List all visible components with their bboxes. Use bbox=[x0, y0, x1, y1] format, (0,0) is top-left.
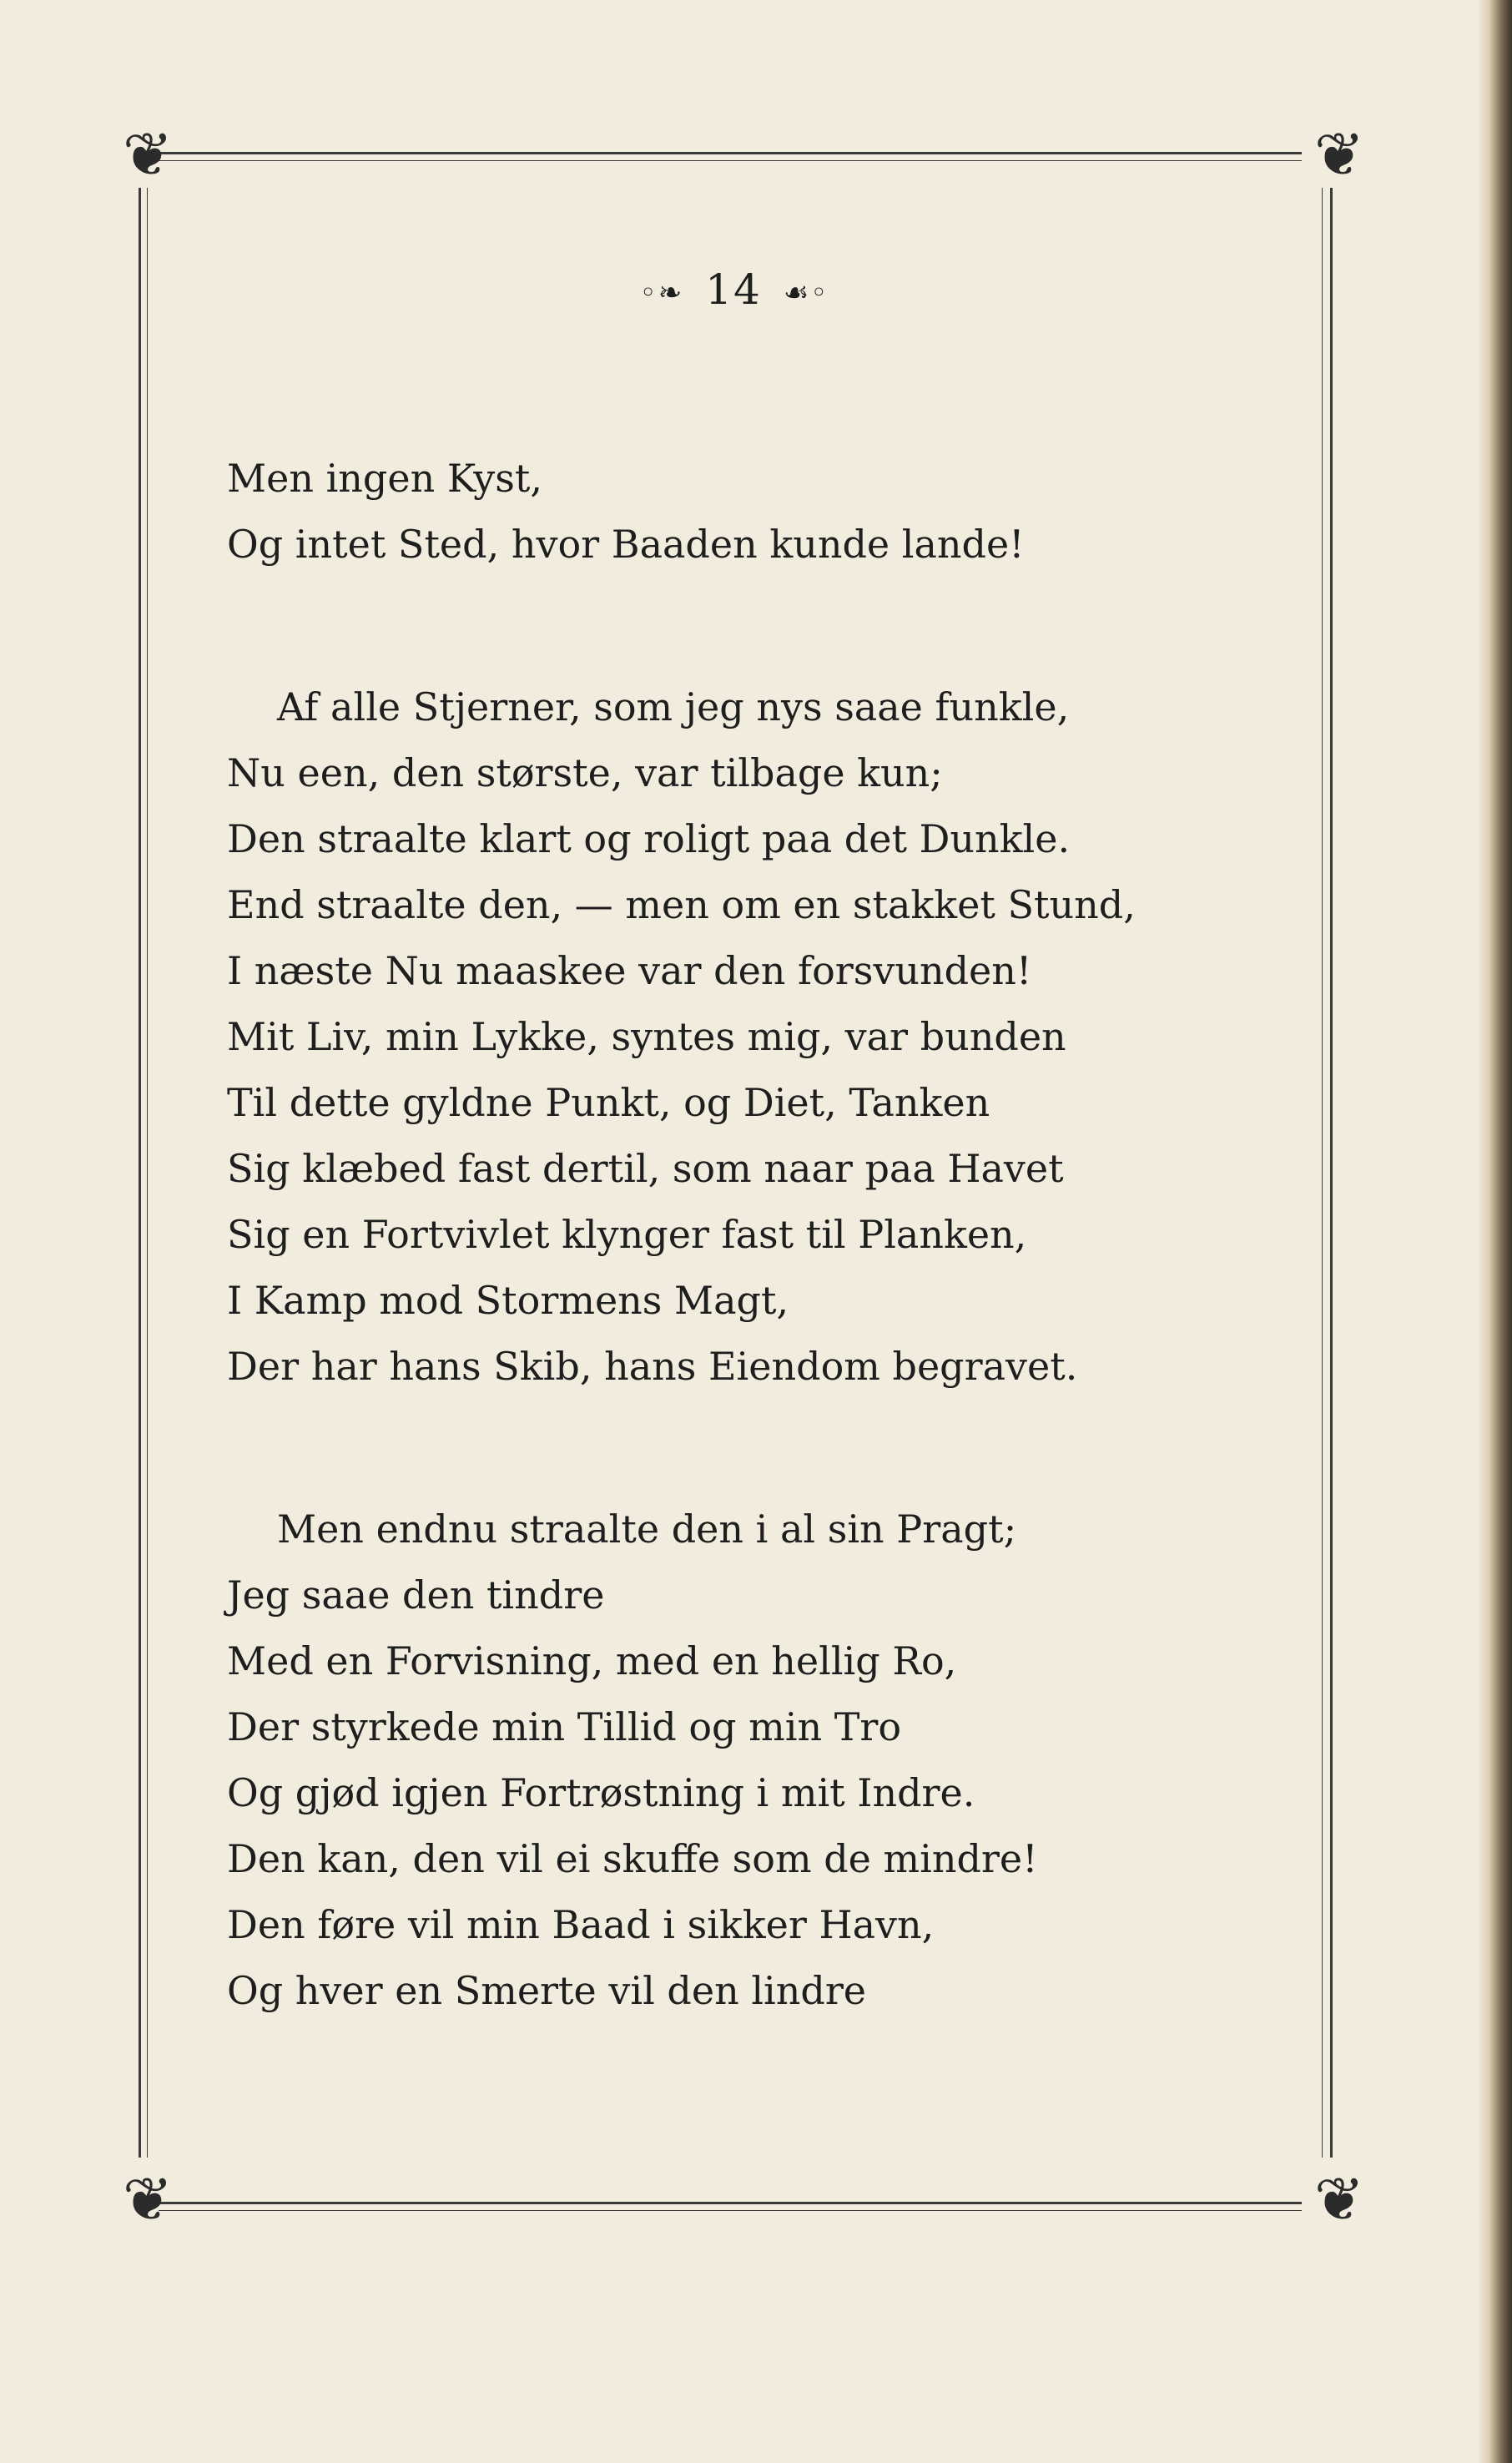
verse-line: Den føre vil min Baad i sikker Havn, bbox=[227, 1902, 935, 1947]
stanza bbox=[227, 446, 1312, 578]
verse-line: Og intet Sted, hvor Baaden kunde lande! bbox=[227, 522, 1025, 567]
verse-line: Den kan, den vil ei skuffe som de mindre! bbox=[227, 1836, 1038, 1881]
page-number: 14 bbox=[705, 265, 762, 314]
corner-ornament-bottom-right-icon: ❦ bbox=[1313, 2164, 1365, 2234]
frame-right-line bbox=[1330, 188, 1333, 2158]
verse-line: Den straalte klart og roligt paa det Dunkle. bbox=[227, 816, 1071, 861]
frame-top-line bbox=[159, 152, 1302, 154]
verse-line: Der har hans Skib, hans Eiendom begravet. bbox=[227, 1344, 1078, 1389]
corner-ornament-top-right-icon: ❦ bbox=[1313, 119, 1365, 189]
header-ornament-left-icon: ◦❧ bbox=[639, 276, 684, 310]
verse-line: Men endnu straalte den i al sin Pragt; bbox=[277, 1507, 1017, 1552]
stanza bbox=[227, 674, 1312, 1400]
frame-top-line-inner bbox=[159, 160, 1302, 161]
verse-line: Med en Forvisning, med en hellig Ro, bbox=[227, 1638, 957, 1683]
stanza bbox=[227, 1496, 1312, 2024]
verse-line: Til dette gyldne Punkt, og Diet, Tanken bbox=[227, 1080, 990, 1125]
verse-line: Og gjød igjen Fortrøstning i mit Indre. bbox=[227, 1770, 975, 1815]
frame-left-line bbox=[139, 188, 141, 2158]
corner-ornament-bottom-left-icon: ❦ bbox=[122, 2164, 174, 2234]
verse-line: Nu een, den største, var tilbage kun; bbox=[227, 750, 943, 795]
verse-line: Men ingen Kyst, bbox=[227, 456, 542, 501]
verse-line: Og hver en Smerte vil den lindre bbox=[227, 1968, 867, 2013]
verse-line: Sig en Fortvivlet klynger fast til Planken, bbox=[227, 1212, 1027, 1257]
verse-line: Jeg saae den tindre bbox=[227, 1572, 605, 1618]
verse-line: Sig klæbed fast dertil, som naar paa Havet bbox=[227, 1146, 1064, 1191]
header-ornament-right-icon: ☙◦ bbox=[783, 276, 829, 310]
page-header bbox=[0, 265, 1469, 314]
page-edge-shadow bbox=[1477, 0, 1512, 2463]
verse-line: I næste Nu maaskee var den forsvunden! bbox=[227, 948, 1032, 993]
corner-ornament-top-left-icon: ❦ bbox=[122, 119, 174, 189]
frame-bottom-line-inner bbox=[159, 2210, 1302, 2211]
frame-left-line-inner bbox=[147, 188, 148, 2158]
verse-line: I Kamp mod Stormens Magt, bbox=[227, 1278, 789, 1323]
verse-line: End straalte den, — men om en stakket Stund, bbox=[227, 882, 1136, 927]
verse-line: Af alle Stjerner, som jeg nys saae funkle, bbox=[277, 684, 1070, 729]
frame-bottom-line bbox=[159, 2202, 1302, 2204]
poem-body bbox=[227, 446, 1312, 2024]
verse-line: Mit Liv, min Lykke, syntes mig, var bunden bbox=[227, 1014, 1066, 1059]
verse-line: Der styrkede min Tillid og min Tro bbox=[227, 1704, 902, 1749]
frame-right-line-inner bbox=[1322, 188, 1323, 2158]
